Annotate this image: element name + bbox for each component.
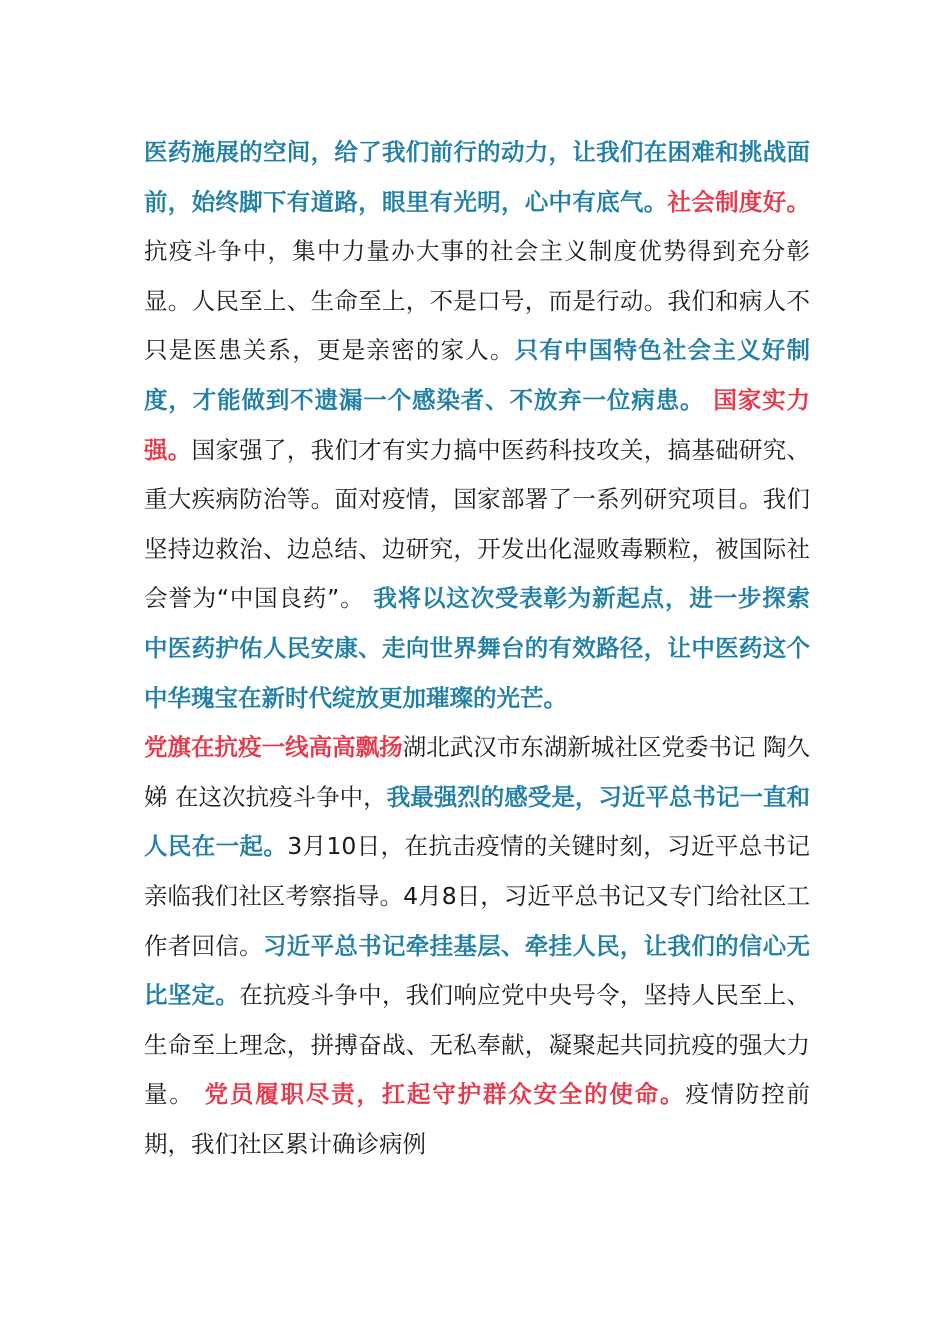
body-text: 国家强了，我们才有实力搞中医药科技攻关，搞基础研究、重大疾病防治等。面对疫情，国家部署了一系列研究项目。我们坚持边救治、边总结、边研究，开发出化湿败毒颗粒，被国际社会誉为“中国良药”。 <box>144 435 811 613</box>
emphasis-blue: 医药施展的空间，给了我们前行的动力，让我们在困难和挑战面前，始终脚下有道路，眼里有光明，心中有底气。 <box>144 138 810 216</box>
emphasis-blue: 习近平总书记牵挂基层、牵挂人民，让我们的信心无比坚定。 <box>144 931 811 1010</box>
emphasis-red-heading: 党员履职尽责，扛起守护群众安全的使命。 <box>194 1080 686 1109</box>
emphasis-red-heading: 社会制度好。 <box>667 187 811 216</box>
body-text: 湖北武汉市东湖新城社区党委书记 陶久娣 在这次抗疫斗争中， <box>144 733 810 811</box>
body-text: 抗疫斗争中，集中力量办大事的社会主义制度优势得到充分彰显。人民至上、生命至上，不是口号，而是行动。我们和病人不只是医患关系，更是亲密的家人。 <box>144 237 810 365</box>
body-text: 3月10日，在抗击疫情的关键时刻，习近平总书记亲临我们社区考察指导。4月8日，习近平总书记又专门给社区工作者回信。 <box>144 832 811 960</box>
body-text: 疫情防控前期，我们社区累计确诊病例 <box>144 1080 811 1158</box>
emphasis-blue: 我最强烈的感受是，习近平总书记一直和人民在一起。 <box>144 782 811 861</box>
paragraph-1 <box>144 128 810 723</box>
emphasis-blue: 我将以这次受表彰为新起点，进一步探索中医药护佑人民安康、走向世界舞台的有效路径，让中医药这个中华瑰宝在新时代绽放更加璀璨的光芒。 <box>144 584 810 712</box>
emphasis-red-heading: 国家实力强。 <box>144 385 810 464</box>
article-body <box>144 128 810 1169</box>
section-heading: 党旗在抗疫一线高高飘扬 <box>144 733 403 762</box>
paragraph-2 <box>144 723 810 1169</box>
body-text: 在抗疫斗争中，我们响应党中央号令，坚持人民至上、生命至上理念，拼搏奋战、无私奉献，凝聚起共同抗疫的强大力量。 <box>144 981 811 1109</box>
emphasis-blue: 只有中国特色社会主义好制度，才能做到不遗漏一个感染者、不放弃一位病患。 <box>144 336 811 414</box>
